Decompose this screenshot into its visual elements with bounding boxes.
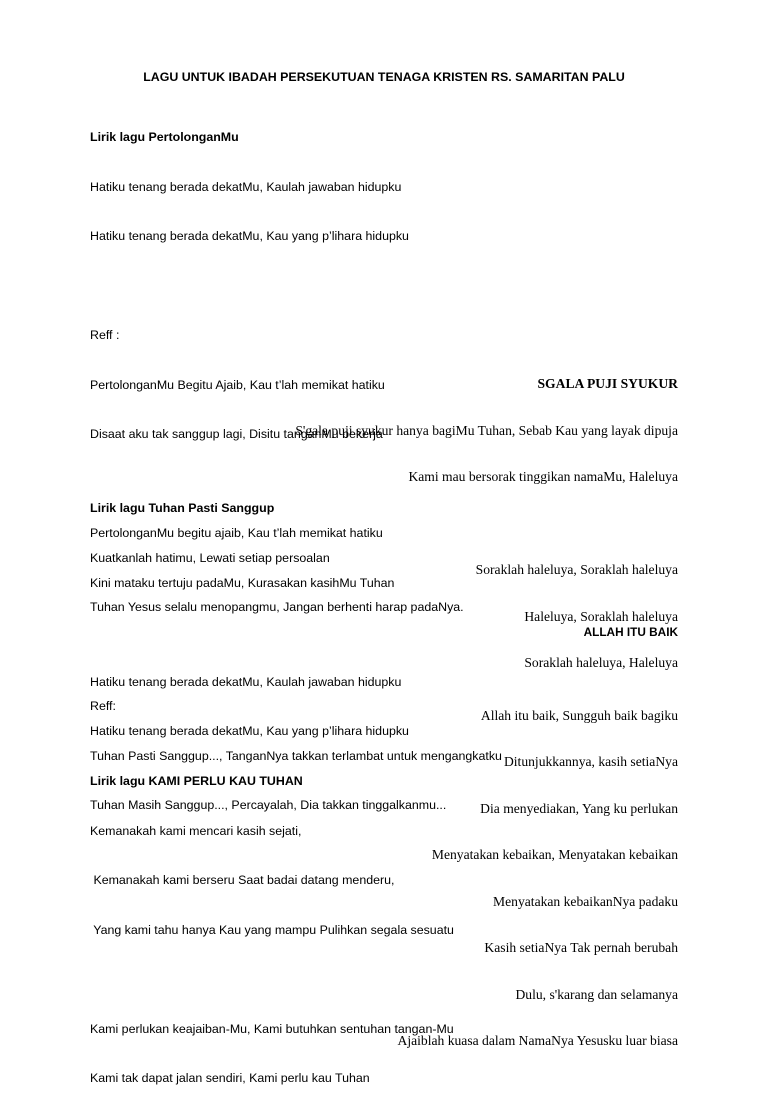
lyric-line: Kemanakah kami berseru Saat badai datang menderu, bbox=[90, 873, 395, 887]
song-heading-title: KAMI PERLU KAU TUHAN bbox=[148, 774, 303, 788]
song-kami-perlu-kau-tuhan bbox=[90, 740, 454, 1120]
page-title: LAGU UNTUK IBADAH PERSEKUTUAN TENAGA KRISTEN RS. SAMARITAN PALU bbox=[143, 70, 625, 84]
lyric-line: Dia menyediakan, Yang ku perlukan bbox=[480, 800, 678, 816]
lyric-line: Menyatakan kebaikan, Menyatakan kebaikan bbox=[431, 847, 678, 862]
song-heading: ALLAH ITU BAIK bbox=[583, 625, 678, 639]
lyric-line: PertolonganMu Begitu Ajaib, Kau t’lah memikat hatiku bbox=[90, 377, 385, 392]
song-heading: SGALA PUJI SYUKUR bbox=[537, 376, 678, 391]
lyric-line: Hatiku tenang berada dekatMu, Kau yang p’lihara hidupku bbox=[90, 724, 409, 738]
lyric-line: Soraklah haleluya, Haleluya bbox=[524, 655, 678, 670]
song-heading-prefix: Lirik lagu bbox=[90, 774, 149, 788]
lyric-line: Yang kami tahu hanya Kau yang mampu Pulihkan segala sesuatu bbox=[90, 922, 454, 937]
lyric-line: Allah itu baik, Sungguh baik bagiku bbox=[480, 707, 678, 723]
lyric-line: Menyatakan kebaikanNya padaku bbox=[493, 893, 678, 909]
lyric-line: Kami mau bersorak tinggikan namaMu, Haleluya bbox=[408, 469, 678, 484]
song-heading bbox=[90, 773, 454, 790]
reff-label: Reff: bbox=[90, 699, 116, 713]
lyric-line: Kami tak dapat jalan sendiri, Kami perlu kau Tuhan bbox=[90, 1071, 370, 1085]
song-heading: Lirik lagu Tuhan Pasti Sanggup bbox=[90, 501, 275, 515]
reff-label: Reff : bbox=[90, 328, 120, 342]
lyric-line: Kami perlukan keajaiban-Mu, Kami butuhkan sentuhan tangan-Mu bbox=[90, 1021, 454, 1036]
lyric-line: Kasih setiaNya Tak pernah berubah bbox=[484, 940, 678, 955]
lyric-line: Soraklah haleluya, Soraklah haleluya bbox=[475, 562, 678, 577]
lyric-line: Kuatkanlah hatimu, Lewati setiap persoalan bbox=[90, 550, 330, 565]
lyric-line: Hatiku tenang berada dekatMu, Kaulah jawaban hidupku bbox=[90, 674, 402, 689]
lyric-line: Tuhan Pasti Sanggup..., TanganNya takkan terlambat untuk mengangkatku bbox=[90, 748, 502, 763]
lyric-line: PertolonganMu begitu ajaib, Kau t’lah memikat hatiku bbox=[90, 526, 383, 540]
lyric-line: Hatiku tenang berada dekatMu, Kau yang p’lihara hidupku bbox=[90, 229, 409, 243]
lyric-line: Dulu, s'karang dan selamanya bbox=[515, 986, 678, 1002]
lyric-line: Disaat aku tak sanggup lagi, Disitu tanganMu bekerja bbox=[90, 427, 383, 441]
lyric-line: Tuhan Yesus selalu menopangmu, Jangan berhenti harap padaNya. bbox=[90, 600, 464, 614]
lyric-line: Ditunjukkannya, kasih setiaNya bbox=[503, 754, 678, 769]
lyric-line: Haleluya, Soraklah haleluya bbox=[524, 608, 678, 624]
lyric-line: Kini mataku tertuju padaMu, Kurasakan kasihMu Tuhan bbox=[90, 575, 395, 590]
song-heading: Lirik lagu PertolonganMu bbox=[90, 130, 239, 144]
lyric-line: S'gala puji syukur hanya bagiMu Tuhan, Sebab Kau yang layak dipuja bbox=[295, 422, 678, 438]
lyric-line: Kemanakah kami mencari kasih sejati, bbox=[90, 823, 302, 838]
lyric-line: Hatiku tenang berada dekatMu, Kaulah jawaban hidupku bbox=[90, 179, 402, 194]
lyric-line: Ajaiblah kuasa dalam NamaNya Yesusku luar biasa bbox=[397, 1033, 678, 1048]
lyric-line: Tuhan Masih Sanggup..., Percayalah, Dia takkan tinggalkanmu... bbox=[90, 798, 447, 812]
